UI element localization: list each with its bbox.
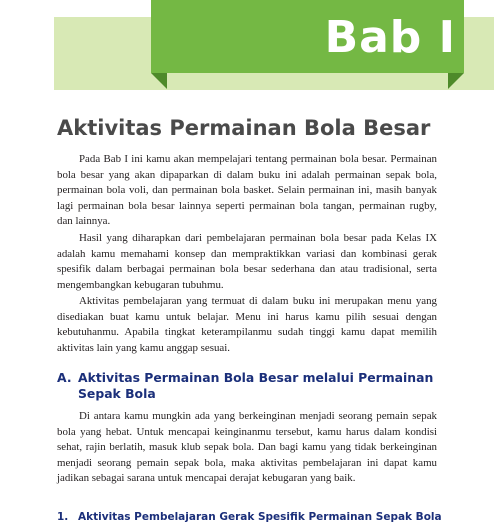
subsection-1-number: 1.	[57, 511, 69, 523]
section-a-heading	[57, 370, 447, 401]
intro-paragraph-1: Pada Bab I ini kamu akan mempelajari tentang permainan bola besar. Permainan bola besar yang akan dipaparkan di dalam buku ini adalah permainan sepak bola, permainan bola voli, dan permainan bola basket. Selain permainan ini, masih banyak lagi permainan bola besar lainnya seperti permainan bola tangan, permainan rugby, dan lainnya.	[57, 153, 437, 228]
subsection-1-heading	[57, 510, 477, 525]
section-a-paragraph: Di antara kamu mungkin ada yang berkeinginan menjadi seorang pemain sepak bola yang hebat. Untuk mencapai keinginanmu tersebut, kamu harus dalam kondisi sehat, rajin berlatih, masuk klub sepak bola. Dan bagi kamu yang tidak berkeinginan menjadi seorang pemain sepak bola, maka aktivitas pembelajaran ini dapat kamu jadikan sebagai sarana untuk mencapai derajat kebugaran yang baik.	[57, 410, 437, 485]
section-a-letter: A.	[57, 370, 72, 385]
subsection-1-title: Aktivitas Pembelajaran Gerak Spesifik Permainan Sepak Bola	[78, 511, 442, 523]
section-a-title: Aktivitas Permainan Bola Besar melalui Permainan Sepak Bola	[78, 370, 434, 401]
intro-paragraph-2: Hasil yang diharapkan dari pembelajaran permainan bola besar pada Kelas IX adalah kamu memahami konsep dan mempraktikkan variasi dan kombinasi gerak spesifik dalam berbagai permainan bola besar sederhana dan atau tradisional, serta mengembangkan kebugaran tubuhmu.	[57, 232, 437, 291]
intro-paragraph-3: Aktivitas pembelajaran yang termuat di dalam buku ini merupakan menu yang disediakan buat kamu untuk belajar. Menu ini harus kamu pilih sesuai dengan kebutuhanmu. Apabila tingkat keterampilanmu sudah tinggi kamu dapat memilih aktivitas lain yang kamu anggap sesuai.	[57, 295, 437, 354]
chapter-tab-fold-left	[151, 73, 167, 89]
chapter-tab-fold-right	[448, 73, 464, 89]
page-title: Aktivitas Permainan Bola Besar	[57, 116, 431, 140]
chapter-label: Bab I	[324, 12, 456, 63]
